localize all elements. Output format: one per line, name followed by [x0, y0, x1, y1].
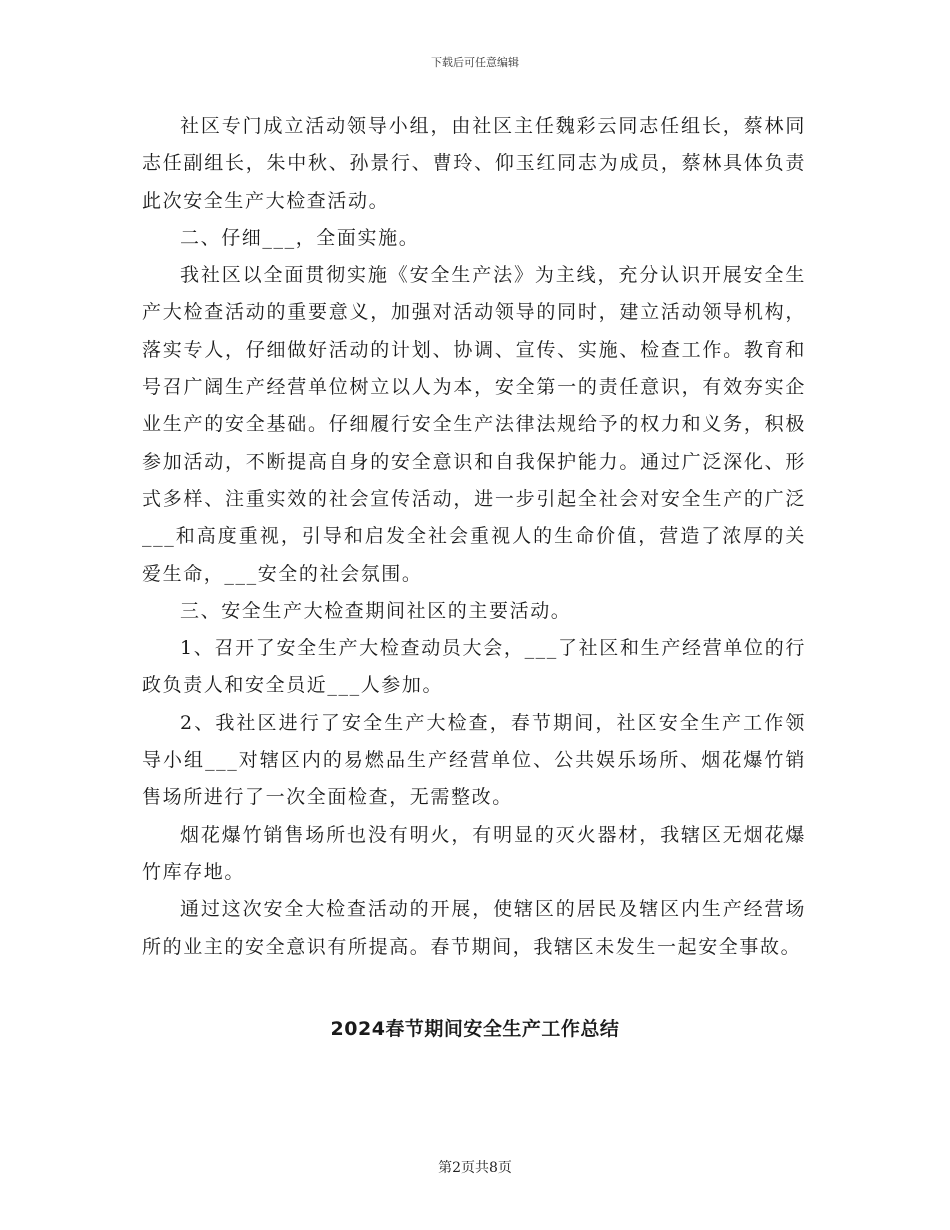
- section-heading-2: 二、仔细___，全面实施。: [180, 226, 420, 249]
- paragraph-fireworks: 烟花爆竹销售场所也没有明火，有明显的灭火器材，我辖区无烟花爆竹库存地。: [142, 823, 806, 883]
- paragraph-conclusion: 通过这次安全大检查活动的开展，使辖区的居民及辖区内生产经营场所的业主的安全意识有所提高。春节期间，我辖区未发生一起安全事故。: [142, 898, 806, 958]
- document-body: [142, 108, 806, 966]
- paragraph-leadership-group: 社区专门成立活动领导小组，由社区主任魏彩云同志任组长，蔡林同志任副组长，朱中秋、孙景行、曹玲、仰玉红同志为成员，蔡林具体负责此次安全生产大检查活动。: [142, 115, 806, 212]
- header-note: 下载后可任意编辑: [431, 56, 519, 69]
- paragraph-item-2: 2、我社区进行了安全生产大检查，春节期间，社区安全生产工作领导小组___对辖区内的易燃品生产经营单位、公共娱乐场所、烟花爆竹销售场所进行了一次全面检查，无需整改。: [142, 711, 806, 809]
- paragraph-item-1: 1、召开了安全生产大检查动员大会，___了社区和生产经营单位的行政负责人和安全员近___人参加。: [142, 637, 806, 697]
- page-indicator: 第2页共8页: [438, 1160, 512, 1176]
- paragraph-implementation: 我社区以全面贯彻实施《安全生产法》为主线，充分认识开展安全生产大检查活动的重要意义，加强对活动领导的同时，建立活动领导机构，落实专人，仔细做好活动的计划、协调、宣传、实施、检查工作。教育和号召广阔生产经营单位树立以人为本，安全第一的责任意识，有效夯实企业生产的安全基础。仔细履行安全生产法律法规给予的权力和义务，积极参加活动，不断提高自身的安全意识和自我保护能力。通过广泛深化、形式多样、注重实效的社会宣传活动，进一步引起全社会对安全生产的广泛___和高度重视，引导和启发全社会重视人的生命价值，营造了浓厚的关爱生命，___安全的社会氛围。: [142, 264, 806, 585]
- next-document-title: 2024春节期间安全生产工作总结: [330, 1018, 620, 1040]
- section-heading-3: 三、安全生产大检查期间社区的主要活动。: [180, 599, 572, 622]
